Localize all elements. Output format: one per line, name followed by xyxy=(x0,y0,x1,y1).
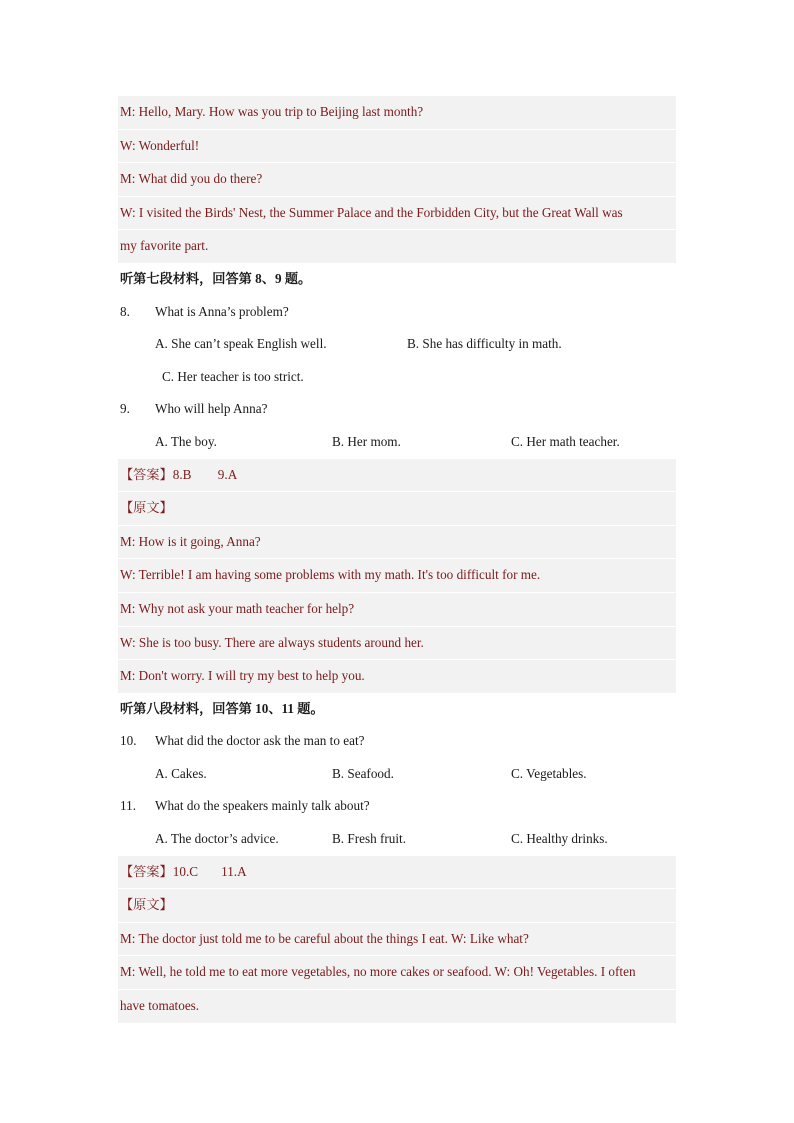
dialog-line: M: Why not ask your math teacher for help? xyxy=(118,592,676,626)
question-9-options xyxy=(118,426,676,459)
answer-line xyxy=(118,459,676,492)
question-10 xyxy=(118,725,676,758)
dialog-line: M: How is it going, Anna? xyxy=(118,525,676,559)
dialog-line: W: She is too busy. There are always students around her. xyxy=(118,626,676,660)
option-c: C. Her teacher is too strict. xyxy=(162,368,304,384)
question-number: 10. xyxy=(120,733,137,749)
option-a: A. Cakes. xyxy=(155,765,207,781)
document-content xyxy=(118,96,676,1023)
option-c: C. Her math teacher. xyxy=(511,433,620,449)
option-b: B. Fresh fruit. xyxy=(332,831,406,847)
question-number: 9. xyxy=(120,401,130,417)
dialog-line: W: I visited the Birds' Nest, the Summer Palace and the Forbidden City, but the Great Wall was xyxy=(118,196,676,230)
option-a: A. She can’t speak English well. xyxy=(155,336,327,352)
question-number: 11. xyxy=(120,798,136,814)
question-10-options xyxy=(118,758,676,791)
question-11-options xyxy=(118,823,676,856)
option-a: A. The boy. xyxy=(155,433,217,449)
question-11 xyxy=(118,790,676,823)
answer-values: 8.B 9.A xyxy=(172,466,238,482)
dialog-line: W: Wonderful! xyxy=(118,129,676,163)
answer-label: 【答案】 xyxy=(120,466,173,482)
option-b: B. Seafood. xyxy=(332,765,394,781)
dialog-line: my favorite part. xyxy=(118,229,676,263)
original-label: 【原文】 xyxy=(118,888,676,922)
section-heading: 听第七段材料，回答第 8、9 题。 xyxy=(120,270,312,286)
question-8-options-2 xyxy=(118,361,676,394)
dialog-line: M: Don't worry. I will try my best to help you. xyxy=(118,659,676,693)
option-b: B. She has difficulty in math. xyxy=(407,336,562,352)
answer-values: 10.C 11.A xyxy=(172,863,247,879)
dialog-line: M: What did you do there? xyxy=(118,162,676,196)
question-8 xyxy=(118,296,676,329)
answer-label: 【答案】 xyxy=(120,863,173,879)
dialog-line: W: Terrible! I am having some problems with my math. It's too difficult for me. xyxy=(118,558,676,592)
dialog-line: have tomatoes. xyxy=(118,989,676,1023)
option-b: B. Her mom. xyxy=(332,433,401,449)
dialog-line: M: Well, he told me to eat more vegetables, no more cakes or seafood. W: Oh! Vegetables. I often xyxy=(118,955,676,989)
option-c: C. Vegetables. xyxy=(511,765,587,781)
section-heading: 听第八段材料，回答第 10、11 题。 xyxy=(120,700,324,716)
option-c: C. Healthy drinks. xyxy=(511,831,608,847)
answer-line xyxy=(118,856,676,889)
question-text: What is Anna’s problem? xyxy=(155,303,289,319)
option-a: A. The doctor’s advice. xyxy=(155,831,279,847)
question-text: Who will help Anna? xyxy=(155,401,268,417)
question-9 xyxy=(118,393,676,426)
question-number: 8. xyxy=(120,303,130,319)
question-8-options xyxy=(118,328,676,361)
original-label: 【原文】 xyxy=(118,491,676,525)
dialog-line: M: The doctor just told me to be careful about the things I eat. W: Like what? xyxy=(118,922,676,956)
question-text: What did the doctor ask the man to eat? xyxy=(155,733,365,749)
question-text: What do the speakers mainly talk about? xyxy=(155,798,370,814)
dialog-line: M: Hello, Mary. How was you trip to Beijing last month? xyxy=(118,96,676,129)
